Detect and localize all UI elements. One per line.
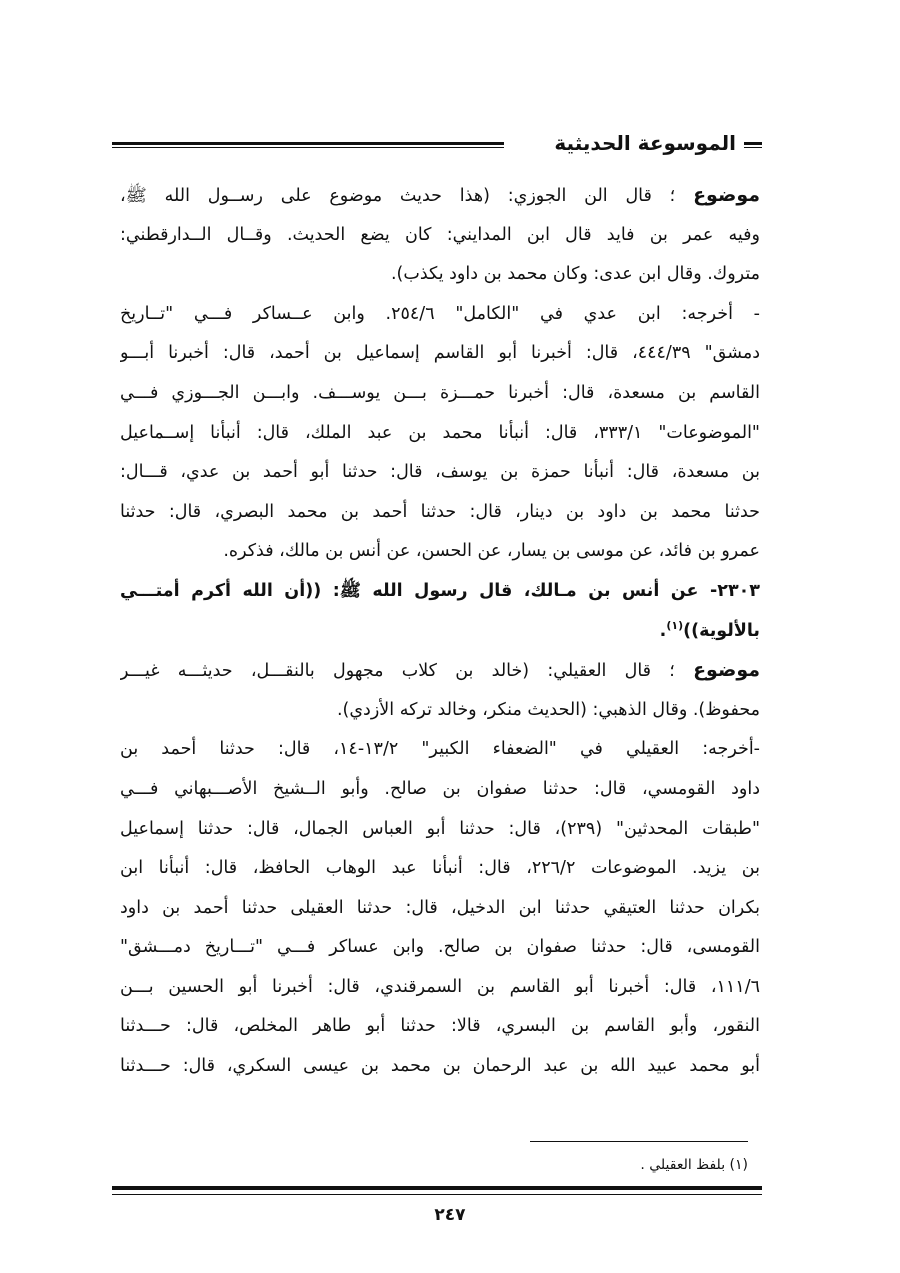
line-text: ؛ قال العقيلي: (خالد بن كلاب مجهول بالنقـــل، حديثـــه غيـــر xyxy=(120,661,694,682)
text-line xyxy=(120,889,760,929)
footnote: (١) بلفظ العقيلي . xyxy=(640,1157,748,1173)
text-line xyxy=(120,968,760,1008)
bottom-rule xyxy=(112,1186,762,1193)
text-line xyxy=(120,572,760,612)
text-line xyxy=(120,730,760,770)
text-line xyxy=(120,493,760,533)
text-line xyxy=(120,810,760,850)
header-rule-left xyxy=(112,142,504,148)
line-text: أبو محمد عبيد الله بن عبد الرحمان بن محمد بن عيسى السكري، قال: حـــدثنا xyxy=(120,1056,760,1077)
text-line xyxy=(120,374,760,414)
line-text: ؛ قال الن الجوزي: (هذا حديث موضوع على رســول الله ﷺ، xyxy=(120,186,694,206)
text-line xyxy=(120,216,760,256)
text-line xyxy=(120,770,760,810)
text-line xyxy=(120,691,760,731)
footnote-marker: (١) xyxy=(666,618,684,632)
line-text: القومسى، قال: حدثنا صفوان بن صالح. وابن عساكر فـــي "تـــاريخ دمـــشق" xyxy=(120,937,760,958)
text-line xyxy=(120,928,760,968)
page-header xyxy=(112,128,762,162)
line-text: "الموضوعات" ٣٣٣/١، قال: أنبأنا محمد بن عبد الملك، قال: أنبأنا إســماعيل xyxy=(120,422,760,443)
line-text: محفوظ). وقال الذهبي: (الحديث منكر، وخالد تركه الأزدي). xyxy=(336,699,760,720)
line-text: القاسم بن مسعدة، قال: أخبرنا حمـــزة بـــن يوســـف. وابـــن الجـــوزي فـــي xyxy=(120,382,760,403)
line-text: دمشق" ٤٤٤/٣٩، قال: أخبرنا أبو القاسم إسماعيل بن أحمد، قال: أخبرنا أبـــو xyxy=(120,343,760,364)
text-line xyxy=(120,532,760,572)
line-tail: . xyxy=(659,620,667,641)
text-line xyxy=(120,453,760,493)
line-text: متروك. وقال ابن عدى: وكان محمد بن داود يكذب). xyxy=(390,264,760,285)
line-text: داود القومسي، قال: حدثنا صفوان بن صالح. وأبو الــشيخ الأصـــبهاني فـــي xyxy=(120,778,760,799)
header-title: الموسوعة الحديثية xyxy=(554,131,736,155)
verdict-label: موضوع xyxy=(693,659,760,682)
line-text: ١١١/٦، قال: أخبرنا أبو القاسم بن السمرقندي، قال: أخبرنا أبو الحسين بـــن xyxy=(120,976,760,997)
text-line xyxy=(120,1007,760,1047)
line-text: بالألوية)) xyxy=(683,620,760,641)
line-text: حدثنا محمد بن داود بن دينار، قال: حدثنا أحمد بن محمد البصري، قال: حدثنا xyxy=(120,501,760,522)
text-line xyxy=(120,176,760,216)
text-line xyxy=(120,612,760,652)
text-line xyxy=(120,334,760,374)
line-text: بكران حدثنا العتيقي حدثنا ابن الدخيل، قال: حدثنا العقيلى حدثنا أحمد بن داود xyxy=(120,897,760,918)
line-text: ٢٣٠٣- عن أنس بن مـالك، قال رسول الله ﷺ: ((أن الله أكرم أمتـــي xyxy=(120,580,760,601)
body-text xyxy=(120,176,760,1087)
text-line xyxy=(120,295,760,335)
bottom-rule-thin xyxy=(112,1194,762,1195)
line-text: - أخرجه: ابن عدي في "الكامل" ٢٥٤/٦. وابن عــساكر فـــي "تــاريخ xyxy=(120,303,760,324)
verdict-label: موضوع xyxy=(693,184,760,206)
line-text: عمرو بن فائد، عن موسى بن يسار، عن الحسن، عن أنس بن مالك، فذكره. xyxy=(223,541,760,562)
text-line xyxy=(120,414,760,454)
line-text: "طبقات المحدثين" (٢٣٩)، قال: حدثنا أبو العباس الجمال، قال: حدثنا إسماعيل xyxy=(120,818,760,839)
line-text: بن يزيد. الموضوعات ٢٢٦/٢، قال: أنبأنا عبد الوهاب الحافظ، قال: أنبأنا ابن xyxy=(120,858,760,879)
line-text: النقور، وأبو القاسم بن البسري، قالا: حدثنا أبو طاهر المخلص، قال: حـــدثنا xyxy=(120,1016,760,1037)
text-line xyxy=(120,651,760,691)
text-line xyxy=(120,1047,760,1087)
line-text: -أخرجه: العقيلي في "الضعفاء الكبير" ١٣/٢-١٤، قال: حدثنا أحمد بن xyxy=(120,739,760,760)
line-text: وفيه عمر بن فايد قال ابن المدايني: كان يضع الحديث. وقــال الــدارقطني: xyxy=(120,224,760,245)
page-number: ٢٤٧ xyxy=(434,1205,466,1225)
header-rule-right xyxy=(744,142,762,148)
text-line xyxy=(120,255,760,295)
text-line xyxy=(120,849,760,889)
line-text: بن مسعدة، قال: أنبأنا حمزة بن يوسف، قال: حدثنا أبو أحمد بن عدي، قـــال: xyxy=(120,462,760,483)
footnote-rule xyxy=(530,1141,748,1142)
